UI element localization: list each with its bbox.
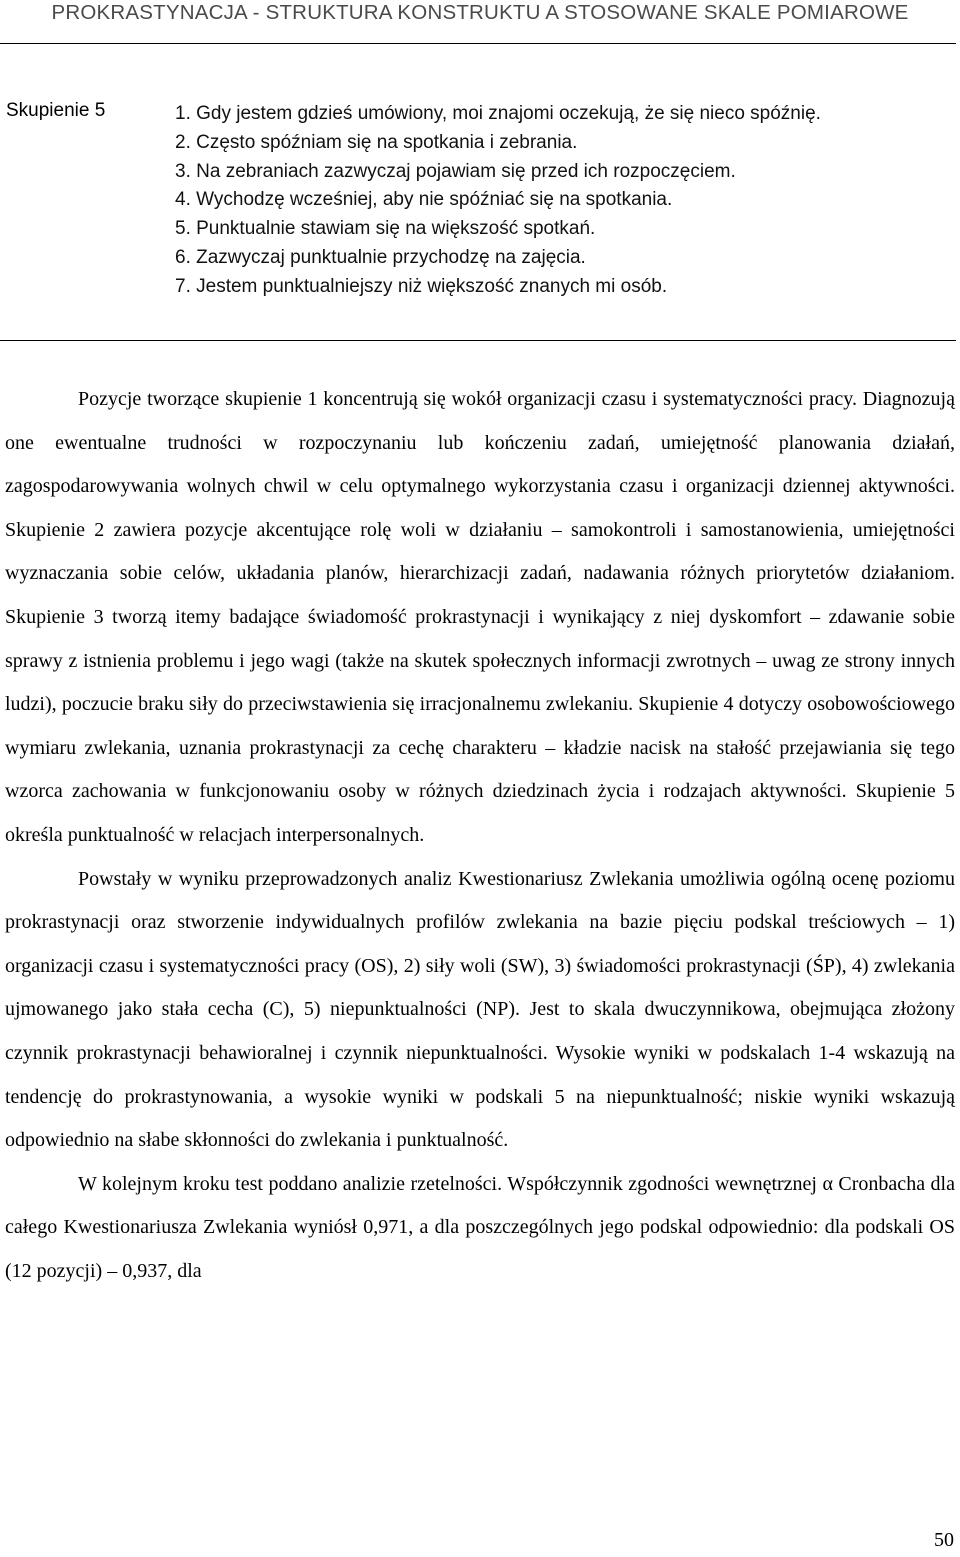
paragraph: Powstały w wyniku przeprowadzonych analiz Kwestionariusz Zwlekania umożliwia ogólną ocenę poziomu prokrastynacji oraz stworzenie indywidualnych profilów zwlekania na bazie pięciu podskal treściowych – 1) organizacji czasu i systematyczności pracy (OS), 2) siły woli (SW), 3) świadomości prokrastynacji (ŚP), 4) zwlekania ujmowanego jako stała cecha (C), 5) niepunktualności (NP). Jest to skala dwuczynnikowa, obejmująca złożony czynnik prokrastynacji behawioralnej i czynnik niepunktualności. Wysokie wyniki w podskalach 1-4 wskazują na tendencję do prokrastynowania, a wysokie wyniki w podskali 5 na niepunktualność; niskie wyniki wskazują odpowiednio na słabe skłonności do zwlekania i punktualność. — [5, 867, 955, 1152]
running-header: PROKRASTYNACJA - STRUKTURA KONSTRUKTU A STOSOWANE SKALE POMIAROWE — [51, 1, 909, 24]
cluster-item: 2. Często spóźniam się na spotkania i zebrania. — [175, 131, 578, 153]
cluster-item: 1. Gdy jestem gdzieś umówiony, moi znajomi oczekują, że się nieco spóźnię. — [175, 103, 821, 124]
cluster-item: 7. Jestem punktualniejszy niż większość znanych mi osób. — [175, 275, 668, 297]
paragraph: W kolejnym kroku test poddano analizie rzetelności. Współczynnik zgodności wewnętrznej α Cronbacha dla całego Kwestionariusza Zwlekania wyniósł 0,971, a dla poszczególnych jego podskal odpowiednio: dla podskali OS (12 pozycji) – 0,937, dla — [5, 1172, 955, 1282]
paragraph: Pozycje tworzące skupienie 1 koncentrują się wokół organizacji czasu i systematyczności pracy. Diagnozują one ewentualne trudności w rozpoczynaniu lub kończeniu zadań, umiejętność planowania działań, zagospodarowywania wolnych chwil w celu optymalnego wykorzystania czasu i organizacji dziennej aktywności. Skupienie 2 zawiera pozycje akcentujące rolę woli w działaniu – samokontroli i samostanowienia, umiejętności wyznaczania sobie celów, układania planów, hierarchizacji zadań, nadawania różnych priorytetów działaniom. Skupienie 3 tworzą itemy badające świadomość prokrastynacji i wynikający z niej dyskomfort – zdawanie sobie sprawy z istnienia problemu i jego wagi (także na skutek społecznych informacji zwrotnych – uwag ze strony innych ludzi), poczucie braku siły do przeciwstawienia się irracjonalnemu zwlekaniu. Skupienie 4 dotyczy osobowościowego wymiaru zwlekania, uznania prokrastynacji za cechę charakteru – kładzie nacisk na stałość przejawiania się tego wzorca zachowania w funkcjonowaniu osoby w różnych dziedzinach życia i rodzajach aktywności. Skupienie 5 określa punktualność w relacjach interpersonalnych. — [5, 388, 955, 846]
cluster-item: 4. Wychodzę wcześniej, aby nie spóźniać się na spotkania. — [175, 189, 673, 211]
cluster-item: 5. Punktualnie stawiam się na większość spotkań. — [175, 218, 596, 240]
cluster-item: 6. Zazwyczaj punktualnie przychodzę na zajęcia. — [175, 246, 586, 268]
body-text — [5, 378, 955, 1293]
cluster-item-list — [175, 100, 950, 302]
cluster-item: 3. Na zebraniach zazwyczaj pojawiam się przed ich rozpoczęciem. — [175, 160, 736, 182]
table-bottom-rule — [0, 340, 956, 341]
page-number: 50 — [934, 1529, 954, 1551]
header-rule — [0, 43, 956, 44]
cluster-label: Skupienie 5 — [6, 100, 106, 121]
